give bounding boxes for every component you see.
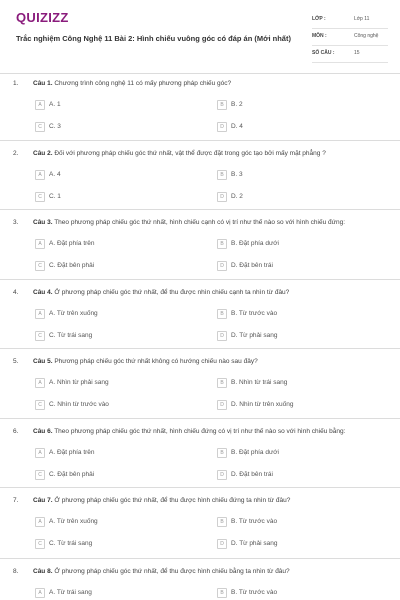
option-letter-box: C (35, 400, 45, 410)
question-number: 3. (13, 219, 19, 226)
question-item (0, 497, 400, 567)
header-divider (0, 73, 400, 74)
option-text: A. Từ trên xuống (49, 310, 98, 317)
question-divider (0, 279, 400, 280)
meta-value: 15 (354, 50, 360, 56)
option-letter-box: C (35, 470, 45, 480)
option-letter-box: D (217, 122, 227, 132)
option-text: B. Từ trước vào (231, 310, 278, 317)
meta-value: Công nghệ (354, 33, 379, 39)
question-number: 8. (13, 568, 19, 575)
option-letter-box: A (35, 448, 45, 458)
worksheet-meta (312, 12, 388, 63)
option-letter-box: C (35, 331, 45, 341)
option-text: A. Nhìn từ phải sang (49, 379, 109, 386)
meta-row-class (312, 12, 388, 29)
option-letter-box: B (217, 448, 227, 458)
question-body: Ở phương pháp chiếu góc thứ nhất, để thu được hình chiếu đứng ta nhìn từ đâu? (52, 497, 291, 504)
question-label: Câu 7. (33, 497, 53, 504)
option-text: C. Đặt bên phải (49, 262, 95, 269)
meta-row-subject (312, 29, 388, 46)
option-letter-box: D (217, 539, 227, 549)
meta-value: Lớp 11 (354, 16, 370, 22)
question-item (0, 568, 400, 600)
meta-label: MÔN : (312, 33, 327, 39)
option-text: C. Từ trái sang (49, 332, 93, 339)
question-label: Câu 8. (33, 568, 53, 575)
option-text: A. Từ trên xuống (49, 518, 98, 525)
option-text: B. Đặt phía dưới (231, 240, 279, 247)
question-body: Phương pháp chiếu góc thứ nhất không có hướng chiếu nào sau đây? (52, 358, 258, 365)
option-letter-box: B (217, 100, 227, 110)
question-text (33, 289, 388, 296)
question-divider (0, 140, 400, 141)
quizizz-logo: QUIZIZZ (16, 10, 69, 25)
option-letter-box: A (35, 588, 45, 598)
question-body: Ở phương pháp chiếu góc thứ nhất, để thu được hình chiếu bằng ta nhìn từ đâu? (52, 568, 290, 575)
question-text (33, 80, 388, 87)
question-text (33, 219, 388, 226)
option-letter-box: C (35, 261, 45, 271)
option-letter-box: D (217, 261, 227, 271)
meta-label: LỚP : (312, 16, 326, 22)
question-text (33, 358, 388, 365)
question-label: Câu 5. (33, 358, 53, 365)
option-text: A. 4 (49, 171, 61, 178)
question-divider (0, 348, 400, 349)
option-text: D. Từ phải sang (231, 540, 278, 547)
meta-row-count (312, 46, 388, 63)
question-label: Câu 6. (33, 428, 53, 435)
option-text: D. Đặt bên trái (231, 262, 273, 269)
option-text: B. 3 (231, 171, 243, 178)
option-text: C. Đặt bên phải (49, 471, 95, 478)
question-body: Theo phương pháp chiếu góc thứ nhất, hình chiếu cạnh có vị trí như thế nào so với hình chiếu đứng: (52, 219, 346, 226)
option-text: D. Nhìn từ trên xuống (231, 401, 294, 408)
question-label: Câu 2. (33, 150, 53, 157)
option-text: B. 2 (231, 101, 243, 108)
option-letter-box: B (217, 309, 227, 319)
question-number: 1. (13, 80, 19, 87)
question-text (33, 428, 388, 435)
option-text: A. Từ trái sang (49, 589, 92, 596)
option-letter-box: B (217, 170, 227, 180)
option-letter-box: A (35, 170, 45, 180)
question-number: 2. (13, 150, 19, 157)
question-number: 4. (13, 289, 19, 296)
option-letter-box: B (217, 517, 227, 527)
option-text: B. Từ trước vào (231, 518, 278, 525)
option-text: D. Từ phải sang (231, 332, 278, 339)
option-letter-box: D (217, 470, 227, 480)
option-text: C. 1 (49, 193, 61, 200)
option-text: A. 1 (49, 101, 61, 108)
option-text: B. Đặt phía dưới (231, 449, 279, 456)
question-label: Câu 3. (33, 219, 53, 226)
option-letter-box: A (35, 100, 45, 110)
option-letter-box: D (217, 400, 227, 410)
question-divider (0, 487, 400, 488)
question-label: Câu 1. (33, 80, 53, 87)
option-text: B. Từ trước vào (231, 589, 278, 596)
worksheet-header (0, 0, 400, 74)
question-divider (0, 418, 400, 419)
option-letter-box: B (217, 239, 227, 249)
option-letter-box: C (35, 192, 45, 202)
question-divider (0, 558, 400, 559)
question-body: Theo phương pháp chiếu góc thứ nhất, hình chiếu đứng có vị trí như thế nào so với hình chiếu bằng: (52, 428, 346, 435)
question-text (33, 497, 388, 504)
option-text: C. Từ trái sang (49, 540, 93, 547)
option-letter-box: A (35, 309, 45, 319)
question-text (33, 150, 388, 157)
option-letter-box: A (35, 517, 45, 527)
option-text: D. 2 (231, 193, 243, 200)
option-letter-box: A (35, 378, 45, 388)
option-letter-box: C (35, 122, 45, 132)
option-text: A. Đặt phía trên (49, 240, 95, 247)
option-text: C. Nhìn từ trước vào (49, 401, 109, 408)
option-letter-box: A (35, 239, 45, 249)
option-text: B. Nhìn từ trái sang (231, 379, 288, 386)
option-letter-box: B (217, 588, 227, 598)
option-letter-box: D (217, 192, 227, 202)
question-label: Câu 4. (33, 289, 53, 296)
option-text: C. 3 (49, 123, 61, 130)
meta-label: SỐ CÂU : (312, 50, 335, 56)
option-letter-box: C (35, 539, 45, 549)
question-number: 7. (13, 497, 19, 504)
question-number: 6. (13, 428, 19, 435)
worksheet-title: Trắc nghiệm Công Nghệ 11 Bài 2: Hình chiếu vuông góc có đáp án (Mới nhất) (16, 34, 291, 43)
question-number: 5. (13, 358, 19, 365)
question-body: Ở phương pháp chiếu góc thứ nhất, để thu được nhìn chiếu cạnh ta nhìn từ đâu? (52, 289, 290, 296)
question-text (33, 568, 388, 575)
option-letter-box: D (217, 331, 227, 341)
option-text: A. Đặt phía trên (49, 449, 95, 456)
option-text: D. 4 (231, 123, 243, 130)
question-body: Đối với phương pháp chiếu góc thứ nhất, vật thể được đặt trong góc tạo bởi mấy mặt phẳng ? (52, 150, 326, 157)
question-divider (0, 209, 400, 210)
option-text: D. Đặt bên trái (231, 471, 273, 478)
option-letter-box: B (217, 378, 227, 388)
question-body: Chương trình công nghệ 11 có mấy phương pháp chiếu góc? (52, 80, 232, 87)
